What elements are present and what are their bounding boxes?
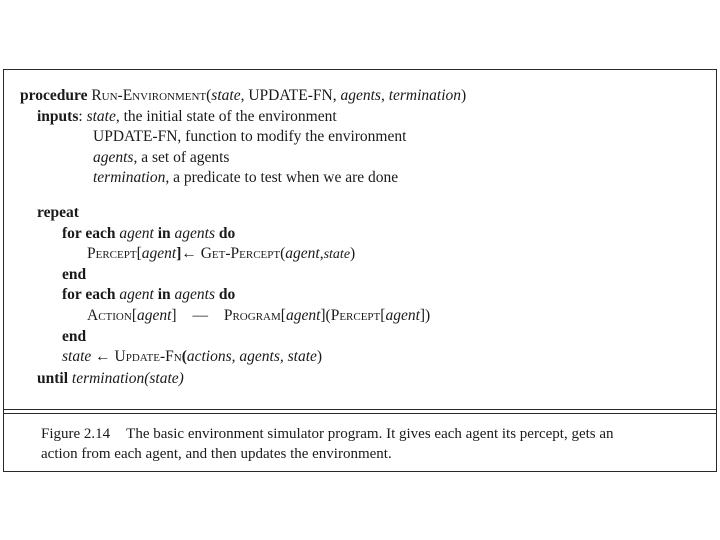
input-desc-termination: , a predicate to test when we are done bbox=[165, 169, 399, 186]
repeat-line bbox=[37, 203, 79, 223]
get-percept-fn: Get-Percept bbox=[200, 245, 281, 262]
until-condition: termination(state) bbox=[71, 370, 184, 387]
update-arrow: ← bbox=[95, 348, 111, 365]
loop1-in-keyword: in bbox=[157, 225, 171, 242]
update-line bbox=[62, 347, 322, 367]
loop2-collection: agents bbox=[174, 286, 215, 303]
percept-fn: Percept bbox=[87, 245, 137, 262]
assign-arrow: ← bbox=[181, 245, 197, 262]
inputs-line-2 bbox=[93, 127, 406, 147]
bracket: ] bbox=[171, 307, 177, 324]
update-lhs: state bbox=[62, 348, 92, 365]
param-termination: termination bbox=[388, 87, 462, 104]
inputs-keyword: inputs bbox=[37, 108, 79, 125]
inner-percept-fn: Percept bbox=[330, 307, 381, 324]
paren: ( bbox=[181, 348, 187, 365]
loop1-body bbox=[87, 244, 355, 265]
bracket: [ bbox=[131, 307, 137, 324]
header-comma-1: , bbox=[240, 87, 249, 104]
update-fn-name: Update-Fn bbox=[114, 348, 182, 365]
input-desc-update-fn: , function to modify the environment bbox=[177, 128, 407, 145]
header-close-paren: ) bbox=[461, 87, 467, 104]
param-agents: agents bbox=[340, 87, 381, 104]
loop1-end bbox=[62, 265, 86, 285]
input-name-agents: agents bbox=[93, 149, 134, 166]
caption-line-2 bbox=[41, 444, 392, 464]
bracket-paren: ]) bbox=[419, 307, 431, 324]
input-name-termination: termination bbox=[93, 169, 166, 186]
figure-label: Figure 2.14 bbox=[41, 426, 111, 442]
caption-text-2: action from each agent, and then updates the environment. bbox=[41, 446, 392, 462]
program-arg: agent bbox=[285, 307, 321, 324]
procedure-name: Run-Environment bbox=[91, 87, 207, 104]
loop2-header bbox=[62, 285, 235, 305]
loop1-for-keyword: for each bbox=[62, 225, 116, 242]
loop2-for-keyword: for each bbox=[62, 286, 116, 303]
update-args: actions, agents, state bbox=[186, 348, 317, 365]
input-desc-state: , the initial state of the environment bbox=[115, 108, 337, 125]
inputs-colon: : bbox=[78, 108, 83, 125]
loop2-var: agent bbox=[119, 286, 154, 303]
input-name-update-fn: UPDATE-FN bbox=[93, 128, 178, 145]
until-line bbox=[37, 369, 184, 389]
loop1-collection: agents bbox=[174, 225, 215, 242]
inner-percept-arg: agent bbox=[385, 307, 420, 324]
paren: ( bbox=[280, 245, 286, 262]
program-fn: Program bbox=[223, 307, 281, 324]
caption-divider-bottom bbox=[3, 413, 717, 414]
input-desc-agents: , a set of agents bbox=[133, 149, 230, 166]
caption-divider-top bbox=[3, 409, 717, 410]
paren: ) bbox=[350, 245, 356, 262]
header-open-paren: ( bbox=[206, 87, 212, 104]
paren: ) bbox=[316, 348, 323, 365]
until-keyword: until bbox=[37, 370, 69, 387]
loop2-end-keyword: end bbox=[62, 328, 87, 345]
header-comma-2: , bbox=[332, 87, 341, 104]
loop1-do-keyword: do bbox=[218, 225, 236, 242]
param-update-fn: UPDATE-FN bbox=[248, 87, 333, 104]
procedure-header bbox=[20, 86, 466, 106]
loop2-do-keyword: do bbox=[218, 286, 236, 303]
loop1-var: agent bbox=[119, 225, 154, 242]
loop1-header bbox=[62, 224, 235, 244]
header-comma-3: , bbox=[380, 87, 389, 104]
caption-text-1: The basic environment simulator program. It gives each agent its percept, gets an bbox=[126, 426, 614, 442]
procedure-keyword: procedure bbox=[20, 87, 88, 104]
loop1-end-keyword: end bbox=[62, 266, 87, 283]
bracket: [ bbox=[380, 307, 386, 324]
repeat-keyword: repeat bbox=[37, 204, 79, 221]
action-arg: agent bbox=[136, 307, 172, 324]
inputs-line-1 bbox=[37, 107, 337, 127]
param-state: state bbox=[211, 87, 241, 104]
bracket: [ bbox=[280, 307, 286, 324]
inputs-line-4 bbox=[93, 168, 398, 188]
inputs-line-3 bbox=[93, 148, 229, 168]
caption-line-1 bbox=[41, 424, 614, 444]
get-percept-arg-1: agent bbox=[285, 245, 320, 262]
loop2-in-keyword: in bbox=[157, 286, 171, 303]
percept-arg: agent bbox=[141, 245, 177, 262]
get-percept-arg-2: state bbox=[323, 247, 351, 262]
loop2-end bbox=[62, 327, 86, 347]
input-name-state: state bbox=[86, 108, 116, 125]
comma: , bbox=[319, 245, 324, 262]
assign-arrow: — bbox=[192, 307, 208, 324]
bracket-paren: ]( bbox=[320, 307, 331, 324]
loop2-body bbox=[87, 306, 430, 326]
bracket: [ bbox=[136, 245, 142, 262]
bracket: ] bbox=[176, 245, 182, 262]
action-fn: Action bbox=[87, 307, 132, 324]
